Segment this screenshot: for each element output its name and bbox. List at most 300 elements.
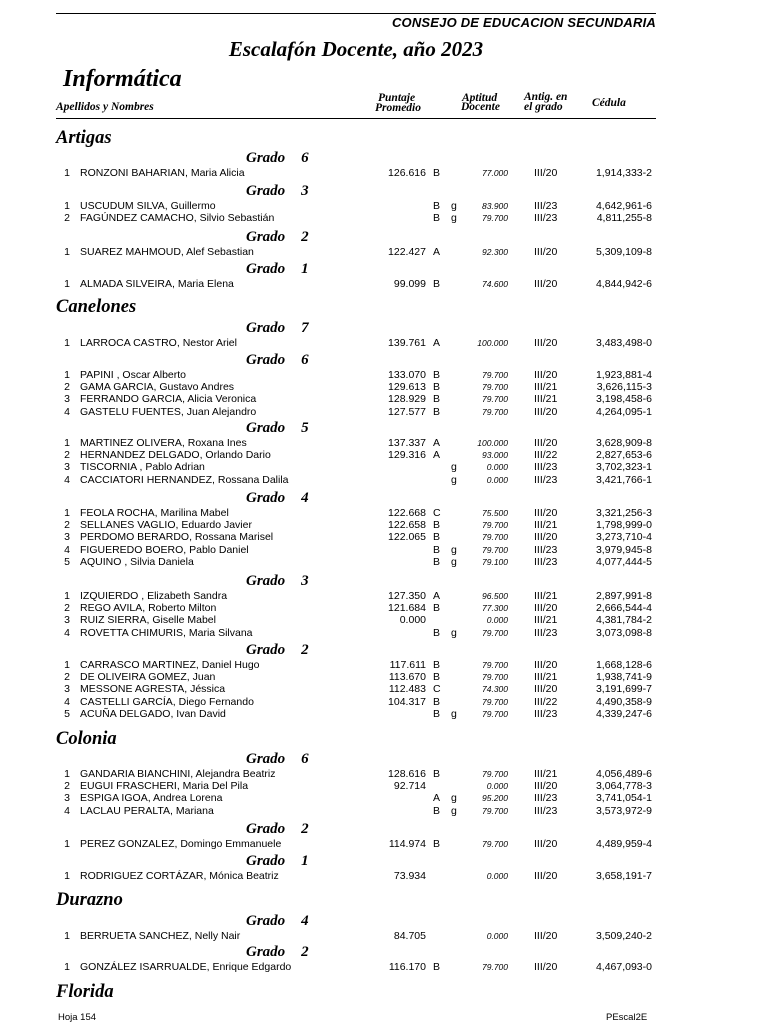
report-code: PEscal2E: [606, 1012, 648, 1023]
grade-label: Grado: [246, 913, 286, 929]
seniority: III/20: [534, 659, 558, 671]
row-number: 4: [64, 695, 70, 708]
teacher-name: RODRIGUEZ CORTÁZAR, Mónica Beatriz: [80, 870, 279, 882]
aptitude-grade: A: [433, 590, 441, 602]
average-score: 139.761: [388, 337, 426, 349]
id-number: 1,923,881-4: [595, 369, 652, 381]
seniority: III/20: [534, 780, 558, 793]
grade-heading: [246, 420, 309, 437]
table-row: [0, 246, 768, 259]
row-number: 3: [64, 614, 70, 627]
id-number: 4,642,961-6: [595, 200, 652, 212]
aptitude-score: 79.700: [482, 532, 508, 543]
teacher-name: SUAREZ MAHMOUD, Alef Sebastian: [80, 246, 254, 258]
aptitude-score: 79.700: [482, 213, 508, 224]
teacher-name: FEOLA ROCHA, Marilina Mabel: [80, 507, 229, 519]
seniority: III/20: [534, 870, 558, 882]
grade-number: 5: [301, 420, 309, 436]
average-score: 121.684: [388, 602, 426, 615]
row-number: 3: [64, 461, 70, 474]
aptitude-flag: g: [451, 461, 457, 474]
grade-number: 4: [301, 913, 309, 929]
grade-label: Grado: [246, 320, 286, 336]
row-number: 1: [64, 278, 70, 290]
grade-label: Grado: [246, 229, 286, 245]
aptitude-grade: B: [433, 278, 441, 290]
department-heading: Durazno: [56, 890, 123, 910]
row-number: 1: [64, 246, 70, 258]
teacher-name: SELLANES VAGLIO, Eduardo Javier: [80, 519, 252, 532]
row-number: 1: [64, 337, 70, 349]
seniority: III/21: [534, 381, 558, 394]
average-score: 127.350: [388, 590, 426, 602]
aptitude-score: 79.700: [482, 382, 508, 393]
row-number: 4: [64, 804, 70, 817]
department-heading: Canelones: [56, 297, 137, 317]
average-score: 112.483: [388, 683, 426, 696]
row-number: 4: [64, 543, 70, 556]
seniority: III/20: [534, 337, 558, 349]
teacher-name: CARRASCO MARTINEZ, Daniel Hugo: [80, 659, 260, 671]
aptitude-flag: g: [451, 804, 457, 817]
row-number: 1: [64, 659, 70, 671]
id-number: 3,421,766-1: [595, 473, 652, 486]
grade-label: Grado: [246, 183, 286, 199]
id-number: 4,264,095-1: [595, 405, 652, 418]
aptitude-score: 0.000: [486, 871, 508, 881]
row-number: 2: [64, 602, 70, 615]
seniority: III/20: [534, 930, 558, 942]
teacher-name: IZQUIERDO , Elizabeth Sandra: [80, 590, 228, 602]
aptitude-grade: B: [433, 519, 441, 532]
table-row: [0, 531, 768, 544]
average-score: 128.929: [388, 393, 426, 406]
aptitude-score: 79.700: [482, 627, 508, 638]
aptitude-grade: C: [433, 683, 441, 696]
table-row: [0, 792, 768, 805]
seniority: III/20: [534, 369, 558, 381]
grade-number: 7: [301, 320, 309, 336]
aptitude-grade: B: [433, 961, 441, 973]
id-number: 3,626,115-3: [596, 381, 652, 394]
table-row: [0, 461, 768, 474]
row-number: 1: [64, 838, 70, 850]
table-row: [0, 519, 768, 532]
seniority: III/20: [534, 437, 558, 449]
table-row: [0, 671, 768, 684]
row-number: 2: [64, 671, 70, 684]
row-number: 4: [64, 626, 70, 639]
grade-heading: [246, 642, 309, 659]
average-score: 84.705: [393, 930, 426, 942]
table-row: [0, 708, 768, 721]
id-number: 3,702,323-1: [595, 461, 652, 474]
table-row: [0, 381, 768, 394]
grade-heading: [246, 490, 309, 507]
id-number: 1,914,333-2: [595, 167, 652, 179]
id-number: 4,844,942-6: [595, 278, 652, 290]
row-number: 2: [64, 449, 70, 462]
aptitude-score: 93.000: [482, 450, 508, 461]
average-score: 117.611: [389, 659, 426, 671]
teacher-name: FERRANDO GARCIA, Alicia Veronica: [80, 393, 257, 406]
id-number: 3,273,710-4: [595, 531, 652, 544]
grade-label: Grado: [246, 853, 286, 869]
table-row: [0, 780, 768, 793]
seniority: III/21: [534, 671, 558, 684]
aptitude-flag: g: [451, 792, 457, 805]
id-number: 3,321,256-3: [595, 507, 652, 519]
row-number: 1: [64, 961, 70, 973]
row-number: 5: [64, 555, 70, 568]
aptitude-grade: B: [433, 369, 441, 381]
seniority: III/23: [534, 473, 558, 486]
table-row: [0, 167, 768, 180]
teacher-name: FAGÚNDEZ CAMACHO, Silvio Sebastián: [80, 212, 275, 225]
id-number: 3,741,054-1: [595, 792, 652, 805]
id-number: 3,628,909-8: [595, 437, 652, 449]
col-header-points-2: Promedio: [375, 102, 421, 114]
aptitude-score: 79.700: [482, 370, 508, 380]
aptitude-score: 77.000: [482, 168, 508, 178]
table-row: [0, 212, 768, 225]
id-number: 4,056,489-6: [595, 768, 652, 780]
aptitude-score: 92.300: [482, 247, 508, 257]
aptitude-score: 79.700: [482, 696, 508, 707]
row-number: 3: [64, 683, 70, 696]
teacher-name: MESSONE AGRESTA, Jéssica: [80, 683, 226, 696]
page-number: Hoja 154: [58, 1012, 97, 1023]
aptitude-score: 79.700: [482, 805, 508, 816]
grade-number: 2: [301, 821, 309, 837]
header-rule: [56, 118, 656, 119]
row-number: 1: [64, 870, 70, 882]
table-row: [0, 393, 768, 406]
row-number: 3: [64, 792, 70, 805]
average-score: 128.616: [388, 768, 426, 780]
teacher-name: GAMA GARCIA, Gustavo Andres: [80, 381, 235, 394]
aptitude-score: 77.300: [482, 603, 508, 614]
aptitude-flag: g: [451, 200, 457, 212]
id-number: 3,483,498-0: [595, 337, 652, 349]
average-score: 73.934: [393, 870, 426, 882]
aptitude-score: 74.300: [482, 684, 508, 695]
aptitude-score: 0.000: [486, 781, 508, 792]
grade-number: 1: [301, 261, 309, 277]
seniority: III/20: [534, 602, 558, 615]
grade-heading: [246, 853, 309, 870]
id-number: 4,489,959-4: [595, 838, 652, 850]
teacher-name: ROVETTA CHIMURIS, Maria Silvana: [80, 626, 253, 639]
table-row: [0, 683, 768, 696]
aptitude-flag: g: [451, 543, 457, 556]
seniority: III/20: [534, 246, 558, 258]
grade-number: 2: [301, 229, 309, 245]
grade-heading: [246, 183, 309, 200]
aptitude-grade: B: [433, 602, 441, 615]
row-number: 2: [64, 780, 70, 793]
average-score: 126.616: [388, 167, 426, 179]
row-number: 1: [64, 167, 70, 179]
aptitude-score: 100.000: [477, 338, 508, 348]
grade-heading: [246, 944, 309, 961]
grade-heading: [246, 352, 309, 369]
table-row: [0, 930, 768, 943]
grade-label: Grado: [246, 944, 286, 960]
aptitude-flag: g: [451, 555, 457, 568]
average-score: 122.065: [388, 531, 426, 544]
aptitude-grade: B: [433, 555, 441, 568]
row-number: 1: [64, 930, 70, 942]
id-number: 4,811,255-8: [596, 212, 652, 225]
grade-heading: [246, 751, 309, 768]
table-row: [0, 659, 768, 672]
row-number: 2: [64, 381, 70, 394]
average-score: 122.427: [388, 246, 426, 258]
teacher-name: BERRUETA SANCHEZ, Nelly Nair: [80, 930, 241, 942]
col-header-points-1: Puntaje: [378, 92, 416, 104]
page-title: Escalafón Docente, año 2023: [228, 37, 484, 61]
teacher-name: DE OLIVEIRA GOMEZ, Juan: [80, 671, 216, 684]
teacher-name: TISCORNIA , Pablo Adrian: [80, 461, 205, 474]
col-header-aptitude-1: Aptitud: [462, 92, 498, 104]
aptitude-score: 0.000: [486, 615, 508, 626]
grade-heading: [246, 320, 309, 337]
seniority: III/22: [534, 695, 558, 708]
grade-label: Grado: [246, 573, 286, 589]
table-row: [0, 449, 768, 462]
seniority: III/21: [534, 590, 558, 602]
row-number: 1: [64, 507, 70, 519]
average-score: 122.658: [388, 519, 426, 532]
grade-label: Grado: [246, 490, 286, 506]
teacher-name: PEREZ GONZALEZ, Domingo Emmanuele: [80, 838, 282, 850]
average-score: 122.668: [388, 507, 426, 519]
seniority: III/23: [534, 461, 558, 474]
row-number: 2: [64, 212, 70, 225]
table-row: [0, 870, 768, 883]
teacher-name: RONZONI BAHARIAN, Maria Alicia: [80, 167, 245, 179]
aptitude-grade: B: [433, 167, 441, 179]
grade-heading: [246, 150, 309, 167]
seniority: III/20: [534, 961, 558, 973]
id-number: 3,191,699-7: [595, 683, 652, 696]
grade-number: 2: [301, 944, 309, 960]
aptitude-flag: g: [451, 626, 457, 639]
id-number: 3,573,972-9: [595, 804, 652, 817]
row-number: 1: [64, 590, 70, 602]
grade-number: 6: [301, 150, 309, 166]
seniority: III/20: [534, 405, 558, 418]
grade-heading: [246, 229, 309, 246]
teacher-name: CACCIATORI HERNANDEZ, Rossana Dalila: [80, 473, 289, 486]
teacher-name: GASTELU FUENTES, Juan Alejandro: [80, 405, 257, 418]
table-row: [0, 337, 768, 350]
id-number: 1,798,999-0: [595, 519, 652, 532]
average-score: 129.613: [388, 381, 426, 394]
teacher-name: ACUÑA DELGADO, Ivan David: [80, 707, 226, 720]
id-number: 3,073,098-8: [595, 626, 652, 639]
aptitude-grade: A: [433, 449, 441, 462]
average-score: 127.577: [388, 405, 426, 418]
aptitude-score: 100.000: [477, 438, 508, 448]
aptitude-grade: A: [433, 792, 441, 805]
table-row: [0, 768, 768, 781]
seniority: III/20: [534, 278, 558, 290]
department-heading: Colonia: [56, 729, 117, 749]
teacher-name: AQUINO , Silvia Daniela: [80, 555, 194, 568]
id-number: 2,827,653-6: [595, 449, 652, 462]
grade-label: Grado: [246, 751, 286, 767]
table-row: [0, 602, 768, 615]
aptitude-grade: B: [433, 804, 441, 817]
aptitude-grade: B: [433, 381, 441, 394]
id-number: 4,077,444-5: [595, 555, 652, 568]
seniority: III/23: [534, 543, 558, 556]
top-rule: [56, 13, 656, 14]
aptitude-grade: B: [433, 768, 441, 780]
average-score: 114.974: [388, 838, 426, 850]
aptitude-score: 0.000: [486, 474, 508, 485]
average-score: 0.000: [399, 614, 426, 627]
teacher-name: MARTINEZ OLIVERA, Roxana Ines: [80, 437, 247, 449]
id-number: 2,666,544-4: [595, 602, 652, 615]
aptitude-grade: A: [433, 337, 441, 349]
aptitude-grade: B: [433, 707, 441, 720]
average-score: 133.070: [388, 369, 426, 381]
aptitude-score: 79.700: [482, 769, 508, 779]
aptitude-grade: C: [433, 507, 441, 519]
table-row: [0, 696, 768, 709]
row-number: 4: [64, 473, 70, 486]
row-number: 1: [64, 768, 70, 780]
seniority: III/23: [534, 626, 558, 639]
grade-number: 3: [301, 183, 309, 199]
average-score: 116.170: [388, 961, 426, 973]
aptitude-grade: B: [433, 838, 441, 850]
aptitude-flag: g: [451, 707, 457, 720]
aptitude-grade: B: [433, 695, 441, 708]
grade-label: Grado: [246, 352, 286, 368]
grade-label: Grado: [246, 261, 286, 277]
department-heading: Florida: [56, 982, 114, 1002]
aptitude-score: 79.700: [482, 660, 508, 670]
table-row: [0, 369, 768, 382]
id-number: 3,198,458-6: [595, 393, 652, 406]
teacher-name: ESPIGA IGOA, Andrea Lorena: [80, 792, 223, 805]
seniority: III/23: [534, 804, 558, 817]
id-number: 3,509,240-2: [595, 930, 652, 942]
seniority: III/23: [534, 555, 558, 568]
grade-number: 1: [301, 853, 309, 869]
aptitude-score: 75.500: [482, 508, 508, 518]
col-header-aptitude-2: Docente: [461, 101, 500, 113]
seniority: III/21: [534, 768, 558, 780]
seniority: III/23: [534, 792, 558, 805]
col-header-seniority-1: Antig. en: [524, 91, 568, 103]
table-row: [0, 961, 768, 974]
grade-label: Grado: [246, 821, 286, 837]
seniority: III/20: [534, 531, 558, 544]
aptitude-flag: g: [451, 212, 457, 225]
aptitude-grade: B: [433, 405, 441, 418]
id-number: 4,339,247-6: [595, 707, 652, 720]
aptitude-score: 74.600: [482, 279, 508, 289]
average-score: 104.317: [388, 695, 426, 708]
department-heading: Artigas: [56, 128, 112, 148]
aptitude-grade: B: [433, 393, 441, 406]
seniority: III/22: [534, 449, 558, 462]
aptitude-flag: g: [451, 473, 457, 486]
teacher-name: LACLAU PERALTA, Mariana: [80, 804, 214, 817]
table-row: [0, 556, 768, 569]
id-number: 3,064,778-3: [595, 780, 652, 793]
average-score: 113.670: [388, 671, 426, 684]
aptitude-score: 0.000: [486, 931, 508, 941]
aptitude-score: 0.000: [486, 462, 508, 473]
teacher-name: CASTELLI GARCÍA, Diego Fernando: [80, 695, 254, 708]
grade-number: 3: [301, 573, 309, 589]
table-row: [0, 437, 768, 450]
seniority: III/20: [534, 507, 558, 519]
aptitude-score: 79.700: [482, 406, 508, 417]
aptitude-grade: B: [433, 626, 441, 639]
table-row: [0, 627, 768, 640]
table-row: [0, 838, 768, 851]
aptitude-grade: B: [433, 543, 441, 556]
aptitude-score: 79.100: [482, 556, 508, 567]
table-row: [0, 544, 768, 557]
grade-heading: [246, 821, 309, 838]
aptitude-score: 79.700: [482, 544, 508, 555]
seniority: III/23: [534, 200, 558, 212]
average-score: 92.714: [393, 780, 426, 793]
teacher-name: HERNANDEZ DELGADO, Orlando Dario: [80, 449, 271, 462]
aptitude-score: 95.200: [482, 793, 508, 804]
aptitude-score: 83.900: [482, 201, 508, 211]
col-header-seniority-2: el grado: [524, 101, 563, 113]
aptitude-score: 79.700: [482, 394, 508, 405]
seniority: III/21: [534, 393, 558, 406]
seniority: III/21: [534, 519, 558, 532]
seniority: III/20: [534, 167, 558, 179]
table-row: [0, 590, 768, 603]
col-header-names: Apellidos y Nombres: [56, 101, 154, 113]
aptitude-grade: A: [433, 246, 441, 258]
teacher-name: RUIZ SIERRA, Giselle Mabel: [80, 614, 216, 627]
row-number: 1: [64, 437, 70, 449]
table-row: [0, 614, 768, 627]
aptitude-grade: B: [433, 671, 441, 684]
aptitude-grade: B: [433, 212, 441, 225]
table-row: [0, 406, 768, 419]
aptitude-score: 79.700: [482, 962, 508, 972]
teacher-name: GANDARIA BIANCHINI, Alejandra Beatriz: [80, 768, 276, 780]
council-name: CONSEJO DE EDUCACION SECUNDARIA: [391, 15, 656, 30]
seniority: III/20: [534, 683, 558, 696]
aptitude-score: 79.700: [482, 708, 508, 719]
row-number: 4: [64, 405, 70, 418]
teacher-name: USCUDUM SILVA, Guillermo: [80, 200, 216, 212]
teacher-name: FIGUEREDO BOERO, Pablo Daniel: [80, 543, 249, 556]
table-row: [0, 507, 768, 520]
row-number: 3: [64, 531, 70, 544]
grade-number: 6: [301, 751, 309, 767]
id-number: 4,381,784-2: [595, 614, 652, 627]
id-number: 1,938,741-9: [595, 671, 652, 684]
teacher-name: EUGUI FRASCHERI, Maria Del Pila: [80, 780, 249, 793]
table-row: [0, 278, 768, 291]
